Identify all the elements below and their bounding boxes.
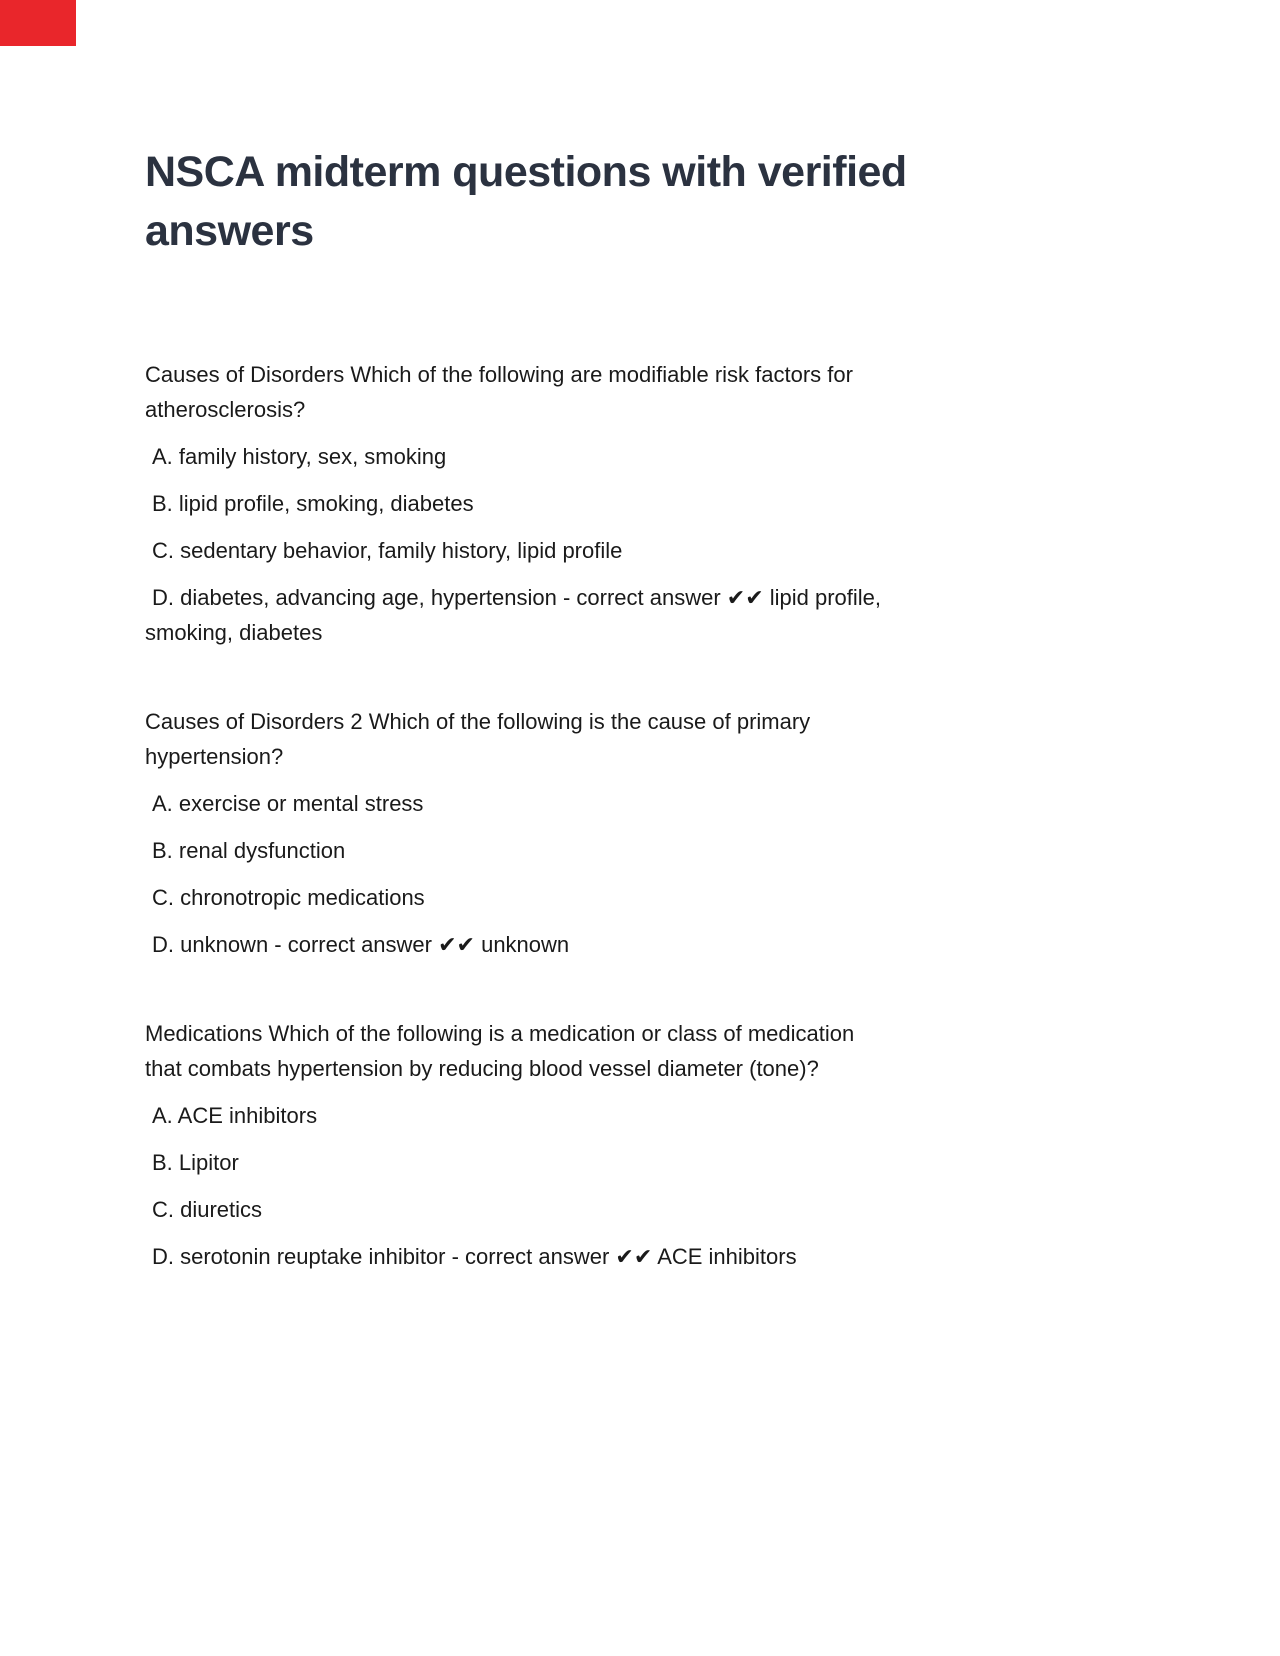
page-title-line: answers (145, 207, 314, 255)
question-1-option-c (145, 533, 1280, 568)
question-block-3 (145, 1016, 1280, 1274)
question-block-1 (145, 357, 1280, 650)
page-title-line: NSCA midterm questions with verified (145, 148, 907, 196)
option-line: A. family history, sex, smoking (152, 444, 447, 469)
question-3-text (145, 1016, 1280, 1086)
question-1-option-a (145, 439, 1280, 474)
option-line: B. lipid profile, smoking, diabetes (152, 491, 474, 516)
question-1-option-d (145, 580, 1280, 650)
question-line: atherosclerosis? (145, 397, 306, 422)
option-line: A. ACE inhibitors (152, 1103, 318, 1128)
page-title (0, 0, 1280, 261)
option-line: D. unknown - correct answer ✔✔ unknown (152, 932, 570, 957)
option-line: D. serotonin reuptake inhibitor - correct answer ✔✔ ACE inhibitors (152, 1244, 797, 1269)
question-1-option-b (145, 486, 1280, 521)
question-3-option-c (145, 1192, 1280, 1227)
option-wrap-line: smoking, diabetes (145, 620, 323, 645)
option-line: C. sedentary behavior, family history, lipid profile (152, 538, 623, 563)
question-2-text (145, 704, 1280, 774)
question-3-option-a (145, 1098, 1280, 1133)
question-3-option-d (145, 1239, 1280, 1274)
question-2-option-a (145, 786, 1280, 821)
question-line: hypertension? (145, 744, 284, 769)
question-2-option-b (145, 833, 1280, 868)
option-line: C. diuretics (152, 1197, 263, 1222)
question-2-option-c (145, 880, 1280, 915)
option-line: D. diabetes, advancing age, hypertension - correct answer ✔✔ lipid profile, (152, 585, 882, 610)
question-line: Causes of Disorders 2 Which of the following is the cause of primary (145, 709, 811, 734)
option-line: C. chronotropic medications (152, 885, 425, 910)
red-corner-marker (0, 0, 76, 46)
document-body (0, 357, 1280, 1274)
question-3-option-b (145, 1145, 1280, 1180)
question-2-option-d (145, 927, 1280, 962)
question-line: Causes of Disorders Which of the following are modifiable risk factors for (145, 362, 853, 387)
question-block-2 (145, 704, 1280, 962)
question-line: Medications Which of the following is a medication or class of medication (145, 1021, 855, 1046)
option-line: A. exercise or mental stress (152, 791, 424, 816)
question-line: that combats hypertension by reducing blood vessel diameter (tone)? (145, 1056, 819, 1081)
option-line: B. renal dysfunction (152, 838, 346, 863)
question-1-text (145, 357, 1280, 427)
option-line: B. Lipitor (152, 1150, 239, 1175)
